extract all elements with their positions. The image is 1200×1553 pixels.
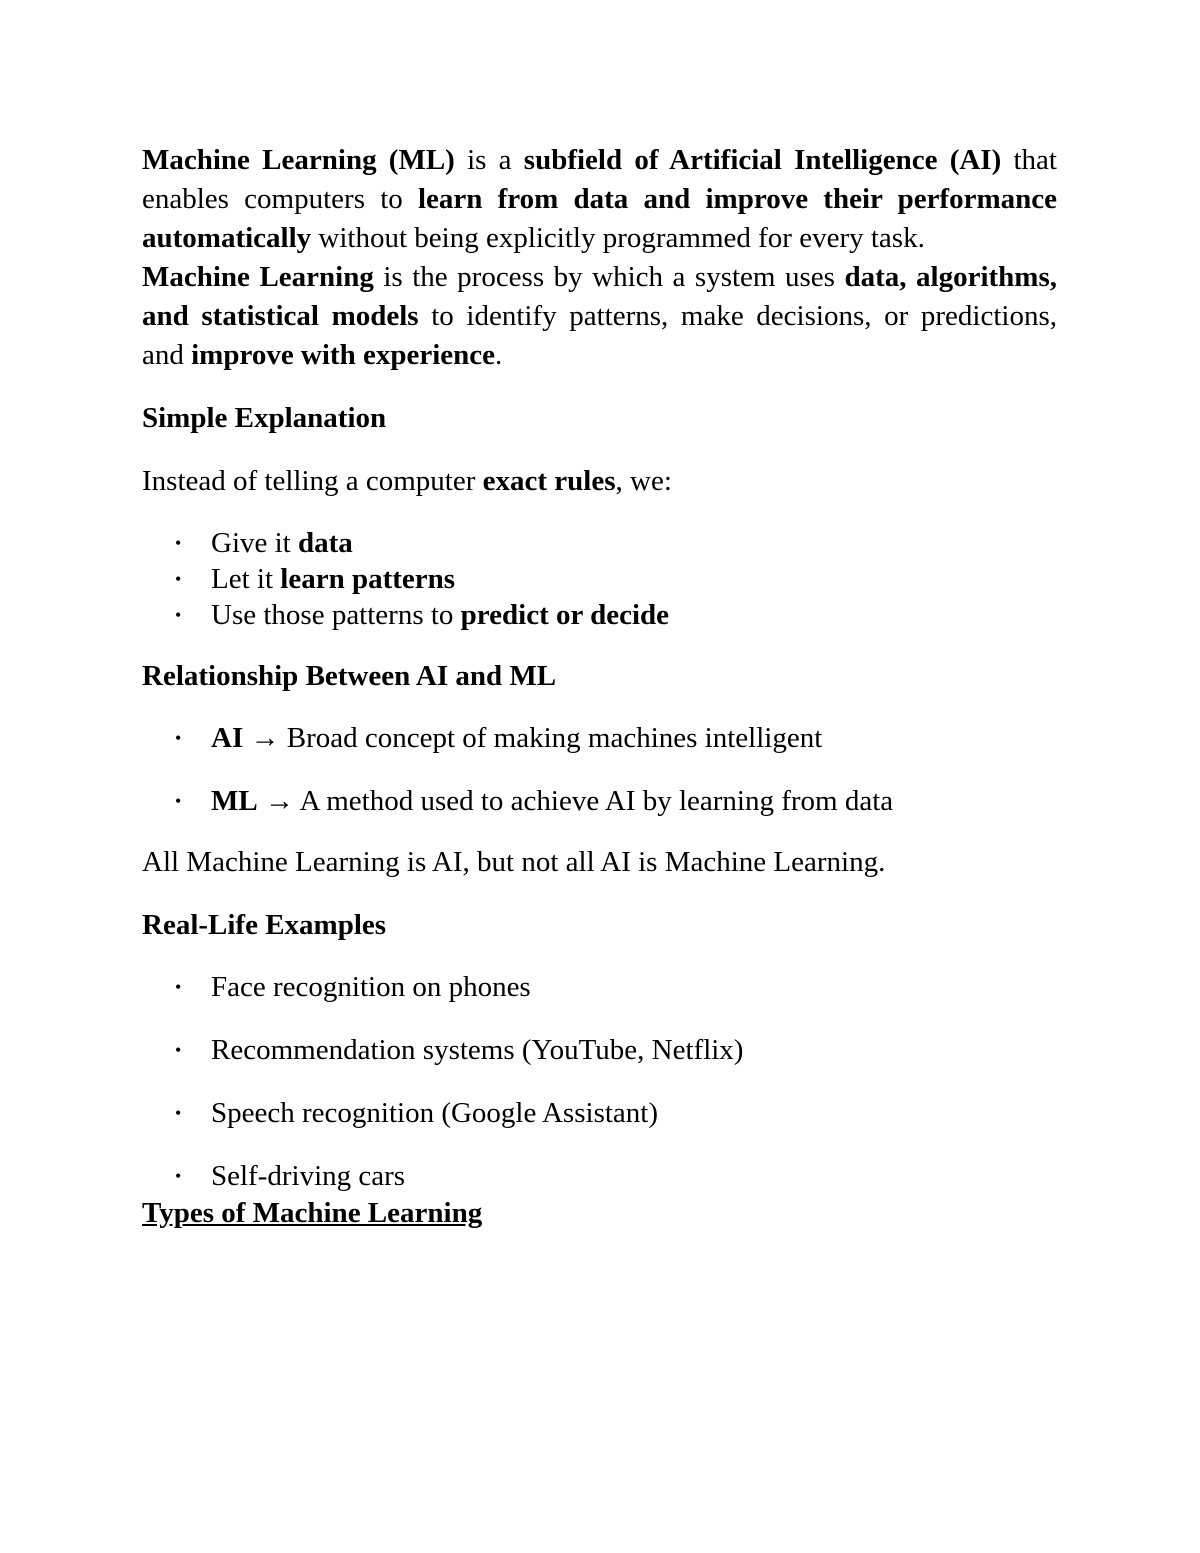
list-item	[142, 783, 1057, 819]
intro-p2-seg: to identify patterns, make decisions, or predictions, and	[142, 300, 1057, 371]
intro-p2-seg: data, algorithms, and statistical models	[142, 261, 1057, 332]
list-item	[142, 597, 1057, 633]
examples-list	[142, 969, 1057, 1194]
intro-section	[142, 141, 1057, 375]
intro-p1-seg: Machine Learning (ML)	[142, 144, 455, 176]
intro-p2-seg: is the process by which a system uses	[373, 261, 845, 293]
intro-p1-seg: is a	[454, 144, 524, 176]
relationship-list	[142, 720, 1057, 819]
item-text: Let it	[211, 563, 281, 595]
item-text: → A method used to achieve AI by learning from data	[257, 785, 894, 817]
document-page	[142, 141, 1057, 1230]
bullet-icon: •	[175, 1103, 182, 1123]
item-bold: predict or decide	[460, 599, 670, 631]
list-item	[142, 1158, 1057, 1194]
lead-bold: exact rules	[482, 465, 616, 497]
item-text: Face recognition on phones	[211, 971, 531, 1003]
bullet-icon: •	[175, 605, 182, 625]
item-bold: AI	[211, 722, 244, 754]
list-item	[142, 525, 1057, 561]
bullet-icon: •	[175, 1040, 182, 1060]
simple-explanation-heading: Simple Explanation	[142, 402, 387, 434]
intro-p1-seg: without being explicitly programmed for every task.	[311, 222, 925, 254]
list-item	[142, 1095, 1057, 1131]
relationship-summary: All Machine Learning is AI, but not all AI is Machine Learning.	[142, 846, 886, 878]
intro-p2-seg: Machine Learning	[142, 261, 374, 293]
list-item	[142, 969, 1057, 1005]
item-text: Use those patterns to	[211, 599, 461, 631]
bullet-icon: •	[175, 728, 182, 748]
bullet-icon: •	[175, 977, 182, 997]
intro-paragraph-2	[142, 258, 1057, 375]
intro-p1-seg: that enables computers to	[142, 144, 1057, 215]
list-item	[142, 1032, 1057, 1068]
lead-text: , we:	[615, 465, 672, 497]
relationship-heading: Relationship Between AI and ML	[142, 660, 557, 692]
lead-text: Instead of telling a computer	[142, 465, 483, 497]
bullet-icon: •	[175, 791, 182, 811]
item-bold: data	[298, 527, 353, 559]
item-text: Recommendation systems (YouTube, Netflix)	[211, 1034, 744, 1066]
item-text: Self-driving cars	[211, 1160, 406, 1192]
intro-p1-seg: subfield of Artificial Intelligence (AI)	[523, 144, 1002, 176]
examples-heading: Real-Life Examples	[142, 909, 387, 941]
intro-p2-seg: .	[495, 339, 503, 371]
simple-explanation-lead	[142, 462, 1057, 501]
bullet-icon: •	[175, 1166, 182, 1186]
intro-p1-seg: learn from data and improve their performance automatically	[142, 183, 1057, 254]
list-item	[142, 561, 1057, 597]
bullet-icon: •	[175, 533, 182, 553]
intro-paragraph-1	[142, 141, 1057, 258]
types-heading: Types of Machine Learning	[142, 1197, 483, 1229]
item-text: → Broad concept of making machines intelligent	[243, 722, 823, 754]
item-text: Speech recognition (Google Assistant)	[211, 1097, 658, 1129]
intro-p2-seg: improve with experience	[191, 339, 496, 371]
bullet-icon: •	[175, 569, 182, 589]
item-bold: learn patterns	[280, 563, 456, 595]
item-bold: ML	[211, 785, 258, 817]
simple-explanation-list	[142, 525, 1057, 633]
item-text: Give it	[211, 527, 298, 559]
list-item	[142, 720, 1057, 756]
